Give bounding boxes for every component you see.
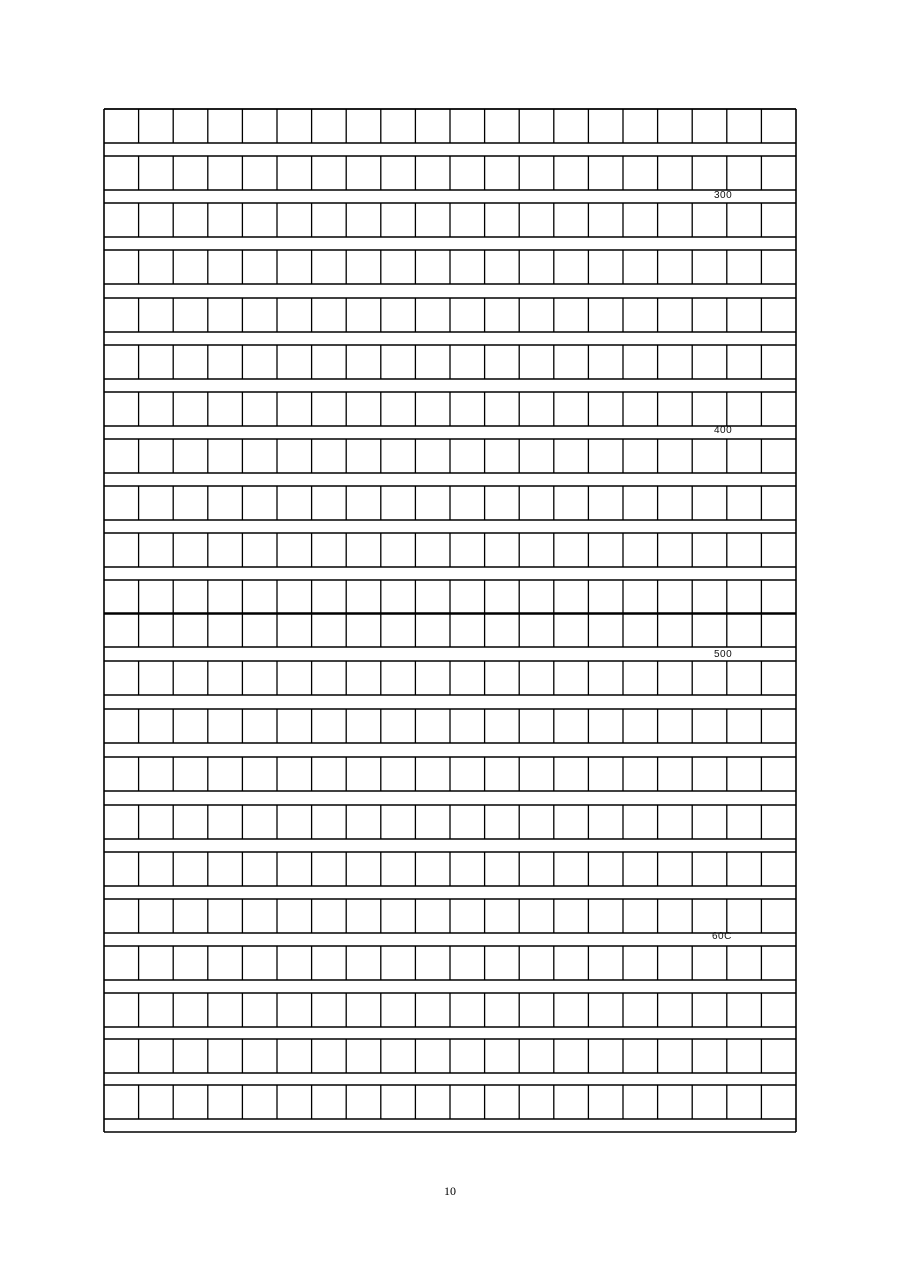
word-count-mark-300: 300 [714,190,733,201]
word-count-mark-400: 400 [714,425,733,436]
word-count-mark-600: 60C [712,931,732,942]
word-count-mark-500: 500 [714,649,733,660]
page-number: 10 [444,1184,456,1198]
